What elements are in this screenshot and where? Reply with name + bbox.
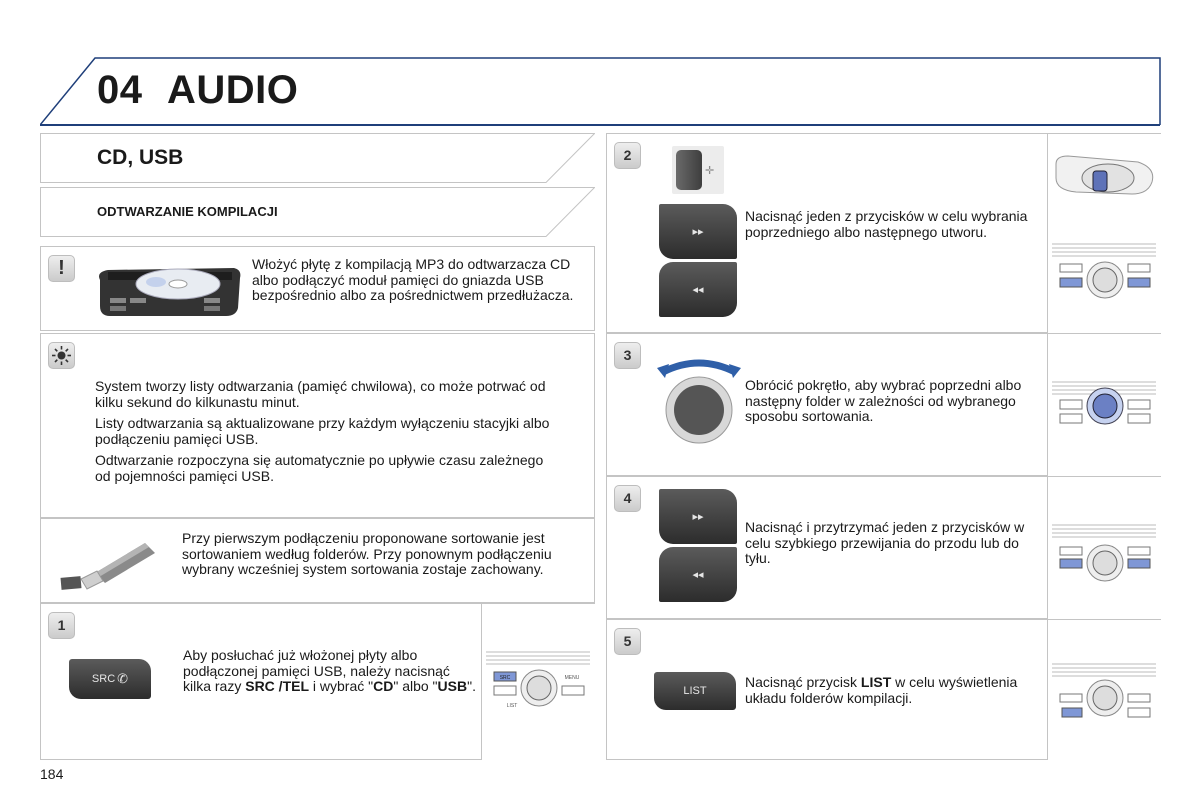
warning-box	[40, 246, 595, 331]
panel-list-highlight-image	[1048, 620, 1162, 760]
step-number-badge: 1	[48, 612, 75, 639]
step-5-text	[745, 675, 1045, 706]
warning-text: Włożyć płytę z kompilacją MP3 do odtwarzacza CD albo podłączyć moduł pamięci do gniazda USB bezpośrednio albo za pośrednictwem przedłużacza.	[252, 256, 574, 303]
step-1-text	[183, 648, 478, 695]
section-title: CD, USB	[97, 146, 184, 169]
step-5-bold-list: LIST	[860, 674, 892, 690]
panel-thumbnail	[1047, 134, 1161, 333]
step-1-bold-src-tel: SRC /TEL	[245, 678, 310, 694]
info-paragraph: Odtwarzanie rozpoczyna się automatycznie po upływie czasu zależnego od pojemności pamięci USB.	[95, 452, 544, 484]
rotary-knob-image[interactable]	[657, 356, 741, 444]
chapter-number: 04	[97, 68, 143, 112]
panel-thumbnail	[1047, 477, 1161, 619]
info-box	[40, 333, 595, 518]
warning-icon: !	[48, 255, 75, 282]
cd-player-image	[96, 262, 242, 318]
step-1-text-part: " albo "	[393, 678, 438, 694]
panel-seek-highlight-image	[1048, 477, 1162, 619]
panel-knob-highlight-image	[1048, 334, 1162, 476]
panel-src-label: SRC	[499, 675, 511, 681]
step-number-badge: 5	[614, 628, 641, 655]
steering-and-panel-image	[1048, 134, 1162, 333]
step-2-box	[606, 133, 1161, 333]
section-banner	[40, 133, 595, 183]
panel-src-highlight-image	[482, 604, 596, 760]
step-4-text: Nacisnąć i przytrzymać jeden z przycisków w celu szybkiego przewijania do przodu lub do tyłu.	[745, 519, 1025, 566]
chapter-title: AUDIO	[167, 68, 299, 112]
panel-thumbnail	[1047, 334, 1161, 476]
step-4-box	[606, 476, 1161, 619]
step-5-text-part: Nacisnąć przycisk	[745, 674, 861, 690]
step-number-badge: 3	[614, 342, 641, 369]
info-text	[95, 379, 555, 490]
previous-track-button[interactable]: ◂◂	[659, 262, 737, 317]
panel-menu-label: MENU	[564, 675, 580, 681]
step-3-box	[606, 333, 1161, 476]
panel-list-label: LIST	[506, 703, 518, 709]
src-button-label: SRC	[91, 673, 116, 685]
chapter-header	[40, 57, 1161, 127]
step-1-bold-cd: CD	[373, 678, 394, 694]
steering-scroll-wheel-image: ✛	[672, 146, 724, 194]
step-1-bold-usb: USB	[437, 678, 468, 694]
tip-icon	[48, 342, 75, 369]
list-button[interactable]: LIST	[654, 672, 736, 710]
next-track-button[interactable]: ▸▸	[659, 204, 737, 259]
usb-box	[40, 518, 595, 603]
step-5-text-part: w celu wyświetlenia układu folderów kompilacji.	[745, 674, 1018, 706]
usb-stick-image	[57, 533, 157, 593]
panel-thumbnail	[481, 604, 595, 760]
step-1-text-part: ".	[467, 678, 476, 694]
rewind-button[interactable]: ◂◂	[659, 547, 737, 602]
step-2-text: Nacisnąć jeden z przycisków w celu wybrania poprzedniego albo następnego utworu.	[745, 208, 1028, 240]
step-1-text-part: Aby posłuchać już włożonej płyty albo podłączonej pamięci USB, należy nacisnąć kilka razy	[183, 647, 450, 694]
usb-text: Przy pierwszym podłączeniu proponowane sortowanie jest sortowaniem według folderów. Przy ponownym podłączeniu wybrany wcześniej system sortowania zostaje zachowany.	[182, 530, 552, 577]
subsection-title: ODTWARZANIE KOMPILACJI	[97, 204, 278, 219]
info-paragraph: Listy odtwarzania są aktualizowane przy każdym wyłączeniu stacyjki albo podłączeniu pamięci USB.	[95, 415, 550, 447]
panel-thumbnail	[1047, 620, 1161, 760]
fast-forward-button[interactable]: ▸▸	[659, 489, 737, 544]
step-number-badge: 2	[614, 142, 641, 169]
step-1-box	[40, 603, 595, 760]
src-tel-button[interactable]	[69, 659, 151, 699]
phone-icon: ✆	[117, 671, 129, 686]
page-number: 184	[40, 766, 64, 782]
step-5-box	[606, 619, 1161, 760]
info-paragraph: System tworzy listy odtwarzania (pamięć chwilowa), co może potrwać od kilku sekund do kilkunastu minut.	[95, 378, 546, 410]
subsection-banner	[40, 187, 595, 237]
step-number-badge: 4	[614, 485, 641, 512]
step-1-text-part: i wybrać "	[309, 678, 374, 694]
step-3-text: Obrócić pokrętło, aby wybrać poprzedni albo następny folder w zależności od wybranego sposobu sortowania.	[745, 377, 1022, 424]
